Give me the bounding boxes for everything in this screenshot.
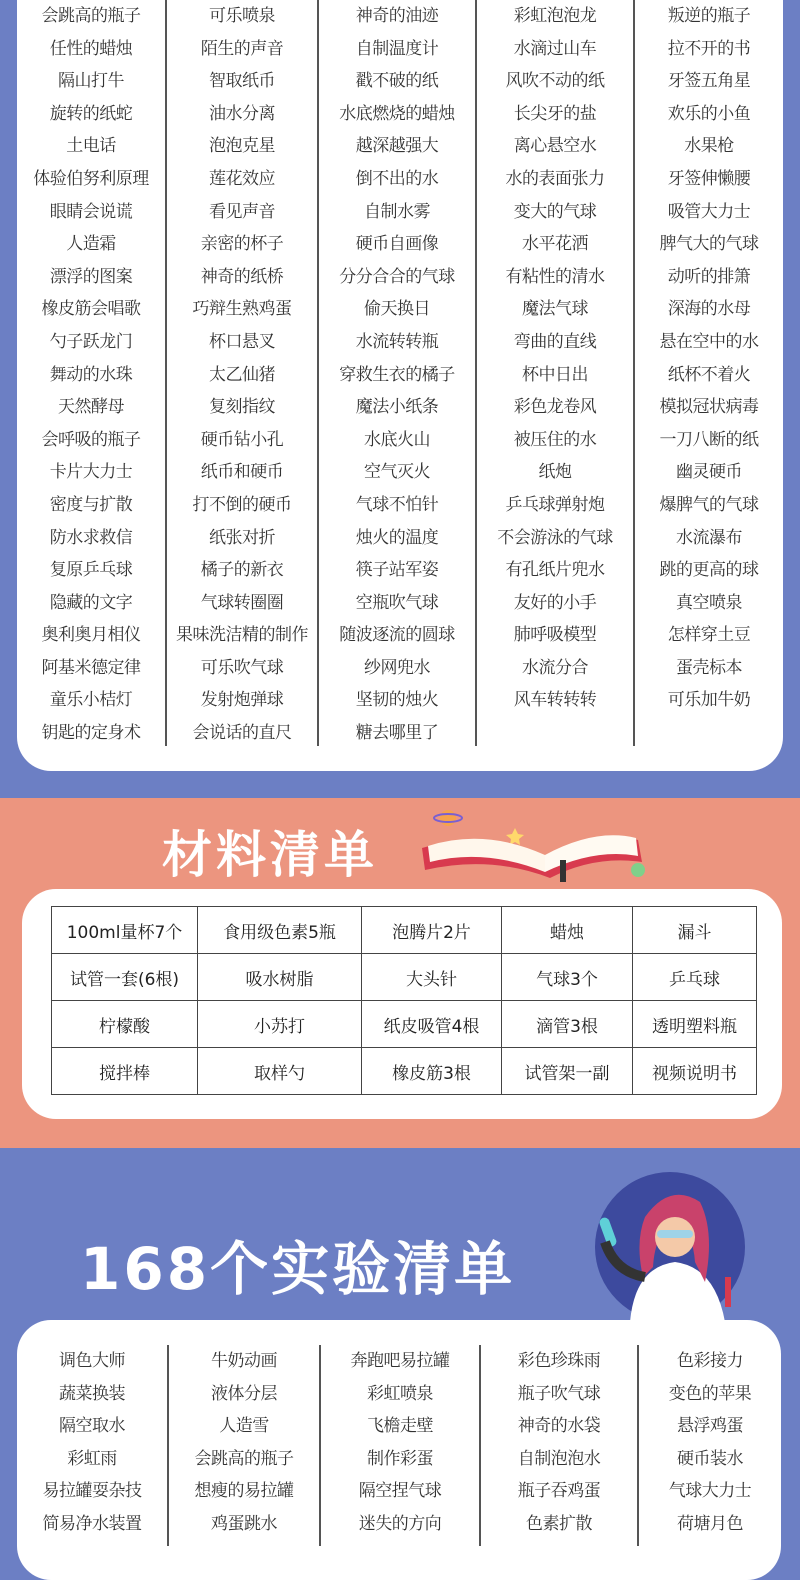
list-item: 打不倒的硬币 — [192, 494, 292, 515]
list-item: 水底火山 — [364, 429, 430, 450]
list-item: 天然酵母 — [58, 397, 124, 418]
material-cell: 气球3个 — [502, 954, 633, 1001]
list-item: 旋转的纸蛇 — [49, 103, 133, 124]
list-item: 漂浮的图案 — [49, 266, 133, 287]
list-item: 气球不怕针 — [355, 494, 439, 515]
list-item: 魔法气球 — [522, 299, 588, 320]
list-item: 跳的更高的球 — [659, 560, 759, 581]
list-item: 油水分离 — [209, 103, 275, 124]
list-item: 彩色龙卷风 — [513, 397, 597, 418]
list-item: 分分合合的气球 — [339, 266, 455, 287]
list-item: 不会游泳的气球 — [497, 527, 613, 548]
list-item: 硬币钻小孔 — [200, 429, 284, 450]
list-item: 水流分合 — [522, 657, 588, 678]
material-cell: 视频说明书 — [633, 1048, 757, 1095]
list-item: 果味洗洁精的制作 — [176, 625, 308, 646]
list-item: 拉不开的书 — [667, 38, 751, 59]
list-item: 纸币和硬币 — [200, 462, 284, 483]
list-item: 迷失的方向 — [358, 1513, 442, 1534]
material-cell: 乒乓球 — [633, 954, 757, 1001]
list-item: 筷子站军姿 — [355, 560, 439, 581]
list-item: 吸管大力士 — [667, 201, 751, 222]
list-item: 易拉罐耍杂技 — [42, 1481, 142, 1502]
material-cell: 漏斗 — [633, 907, 757, 954]
list-item: 纸张对折 — [209, 527, 275, 548]
open-book-illustration — [410, 800, 660, 890]
material-cell: 小苏打 — [198, 1001, 362, 1048]
list-item: 怎样穿土豆 — [667, 625, 751, 646]
list-item: 色素扩散 — [526, 1513, 592, 1534]
list-item: 一刀八断的纸 — [659, 429, 759, 450]
list-item: 想瘦的易拉罐 — [194, 1481, 294, 1502]
list-item: 眼睛会说谎 — [49, 201, 133, 222]
materials-title: 材料清单 — [162, 826, 378, 884]
list-item: 彩虹喷泉 — [367, 1383, 433, 1404]
list-item: 纱网兜水 — [364, 657, 430, 678]
material-cell: 试管架一副 — [502, 1048, 633, 1095]
list-item: 叛逆的瓶子 — [667, 6, 751, 26]
list-item: 隔空取水 — [59, 1416, 125, 1437]
material-cell: 试管一套(6根) — [52, 954, 198, 1001]
top-column-2 — [165, 0, 317, 746]
list-item: 莲花效应 — [209, 168, 275, 189]
list-item: 可乐喷泉 — [209, 6, 275, 26]
list-item: 泡泡克星 — [209, 136, 275, 157]
material-cell: 柠檬酸 — [52, 1001, 198, 1048]
table-row — [52, 1001, 757, 1048]
list-item: 烛火的温度 — [355, 527, 439, 548]
experiments-column-3 — [319, 1345, 479, 1546]
list-item: 蛋壳标本 — [676, 657, 742, 678]
list-item: 风车转转转 — [513, 690, 597, 711]
material-cell: 100ml量杯7个 — [52, 907, 198, 954]
material-cell: 滴管3根 — [502, 1001, 633, 1048]
list-item: 坚韧的烛火 — [355, 690, 439, 711]
list-item: 智取纸币 — [209, 71, 275, 92]
list-item: 发射炮弹球 — [200, 690, 284, 711]
list-item: 鸡蛋跳水 — [211, 1513, 277, 1534]
list-item: 陌生的声音 — [200, 38, 284, 59]
list-item: 神奇的水袋 — [517, 1416, 601, 1437]
list-item: 友好的小手 — [513, 592, 597, 613]
list-item: 橘子的新衣 — [200, 560, 284, 581]
experiments-column-5 — [637, 1345, 781, 1546]
list-item: 舞动的水珠 — [49, 364, 133, 385]
list-item: 水的表面张力 — [505, 168, 605, 189]
table-row — [52, 907, 757, 954]
list-item: 会跳高的瓶子 — [194, 1448, 294, 1469]
list-item: 瓶子吞鸡蛋 — [517, 1481, 601, 1502]
list-item: 肺呼吸模型 — [513, 625, 597, 646]
list-item: 人造雪 — [219, 1416, 269, 1437]
list-item: 空气灭火 — [364, 462, 430, 483]
list-item: 弯曲的直线 — [513, 331, 597, 352]
list-item: 简易净水装置 — [42, 1513, 142, 1534]
list-item: 穿救生衣的橘子 — [339, 364, 455, 385]
list-item: 奥利奥月相仪 — [41, 625, 141, 646]
list-item: 杯口悬叉 — [209, 331, 275, 352]
material-cell: 大头针 — [362, 954, 502, 1001]
material-cell: 蜡烛 — [502, 907, 633, 954]
list-item: 爆脾气的气球 — [659, 494, 759, 515]
list-item: 脾气大的气球 — [659, 234, 759, 255]
planet-icon — [440, 810, 456, 826]
experiments-title: 168个实验清单 — [80, 1235, 516, 1303]
list-item: 动听的排箫 — [667, 266, 751, 287]
list-item: 巧辩生熟鸡蛋 — [192, 299, 292, 320]
list-item: 奔跑吧易拉罐 — [350, 1351, 450, 1371]
list-item: 彩虹雨 — [67, 1448, 117, 1469]
list-item: 彩色珍珠雨 — [517, 1351, 601, 1371]
list-item: 牙签伸懒腰 — [667, 168, 751, 189]
materials-table — [51, 906, 757, 1095]
list-item: 土电话 — [66, 136, 116, 157]
list-item: 悬在空中的水 — [659, 331, 759, 352]
list-item: 钥匙的定身术 — [41, 723, 141, 744]
list-item: 杯中日出 — [522, 364, 588, 385]
list-item: 真空喷泉 — [676, 592, 742, 613]
list-item: 防水求救信 — [49, 527, 133, 548]
list-item: 水平花洒 — [522, 234, 588, 255]
list-item: 牛奶动画 — [211, 1351, 277, 1371]
list-item: 有孔纸片兜水 — [505, 560, 605, 581]
list-item: 模拟冠状病毒 — [659, 397, 759, 418]
list-item: 勺子跃龙门 — [49, 331, 133, 352]
list-item: 任性的蜡烛 — [49, 38, 133, 59]
list-item: 纸炮 — [538, 462, 572, 483]
list-item: 随波逐流的圆球 — [339, 625, 455, 646]
list-item: 离心悬空水 — [513, 136, 597, 157]
list-item: 变色的苹果 — [668, 1383, 752, 1404]
list-item: 空瓶吹气球 — [355, 592, 439, 613]
list-item: 糖去哪里了 — [355, 723, 439, 744]
list-item: 瓶子吹气球 — [517, 1383, 601, 1404]
list-item: 深海的水母 — [667, 299, 751, 320]
list-item: 自制水雾 — [364, 201, 430, 222]
list-item: 神奇的油迹 — [355, 6, 439, 26]
list-item: 隔山打牛 — [58, 71, 124, 92]
list-item: 戳不破的纸 — [355, 71, 439, 92]
experiments-column-2 — [167, 1345, 319, 1546]
list-item: 密度与扩散 — [49, 494, 133, 515]
list-item: 倒不出的水 — [355, 168, 439, 189]
list-item: 悬浮鸡蛋 — [677, 1416, 743, 1437]
list-item: 牙签五角星 — [667, 71, 751, 92]
list-item: 看见声音 — [209, 201, 275, 222]
material-cell: 搅拌棒 — [52, 1048, 198, 1095]
list-item: 有粘性的清水 — [505, 266, 605, 287]
list-item: 长尖牙的盐 — [513, 103, 597, 124]
list-item: 水果枪 — [684, 136, 734, 157]
list-item: 复原乒乓球 — [49, 560, 133, 581]
material-cell: 橡皮筋3根 — [362, 1048, 502, 1095]
list-item: 太乙仙猪 — [209, 364, 275, 385]
list-item: 飞檐走壁 — [367, 1416, 433, 1437]
list-item: 气球转圈圈 — [200, 592, 284, 613]
list-item: 欢乐的小鱼 — [667, 103, 751, 124]
list-item: 复刻指纹 — [209, 397, 275, 418]
list-item: 荷塘月色 — [677, 1513, 743, 1534]
list-item: 魔法小纸条 — [355, 397, 439, 418]
list-item: 风吹不动的纸 — [505, 71, 605, 92]
material-cell: 纸皮吸管4根 — [362, 1001, 502, 1048]
list-item: 卡片大力士 — [49, 462, 133, 483]
list-item: 童乐小桔灯 — [49, 690, 133, 711]
list-item: 幽灵硬币 — [676, 462, 742, 483]
list-item: 蔬菜换装 — [59, 1383, 125, 1404]
list-item: 神奇的纸桥 — [200, 266, 284, 287]
list-item: 可乐加牛奶 — [667, 690, 751, 711]
top-column-3 — [317, 0, 475, 746]
top-experiment-list — [17, 0, 783, 746]
experiments-list — [17, 1345, 781, 1546]
list-item: 体验伯努利原理 — [33, 168, 149, 189]
list-item: 会呼吸的瓶子 — [41, 429, 141, 450]
top-column-1 — [17, 0, 165, 746]
material-cell: 泡腾片2片 — [362, 907, 502, 954]
list-item: 调色大师 — [59, 1351, 125, 1371]
top-column-4 — [475, 0, 633, 746]
top-column-5 — [633, 0, 783, 746]
table-row — [52, 1048, 757, 1095]
list-item: 阿基米德定律 — [41, 657, 141, 678]
list-item: 制作彩蛋 — [367, 1448, 433, 1469]
list-item: 偷天换日 — [364, 299, 430, 320]
list-item: 硬币装水 — [677, 1448, 743, 1469]
list-item: 人造霜 — [66, 234, 116, 255]
list-item: 气球大力士 — [668, 1481, 752, 1502]
scientist-illustration — [575, 1162, 775, 1322]
list-item: 水流瀑布 — [676, 527, 742, 548]
list-item: 变大的气球 — [513, 201, 597, 222]
list-item: 自制泡泡水 — [517, 1448, 601, 1469]
list-item: 会跳高的瓶子 — [41, 6, 141, 26]
list-item: 可乐吹气球 — [200, 657, 284, 678]
experiments-column-1 — [17, 1345, 167, 1546]
material-cell: 取样勺 — [198, 1048, 362, 1095]
list-item: 水底燃烧的蜡烛 — [339, 103, 455, 124]
list-item: 液体分层 — [211, 1383, 277, 1404]
list-item: 彩虹泡泡龙 — [513, 6, 597, 26]
list-item: 水滴过山车 — [513, 38, 597, 59]
list-item: 硬币自画像 — [355, 234, 439, 255]
material-cell: 透明塑料瓶 — [633, 1001, 757, 1048]
list-item: 乒乓球弹射炮 — [505, 494, 605, 515]
list-item: 会说话的直尺 — [192, 723, 292, 744]
list-item: 越深越强大 — [355, 136, 439, 157]
list-item: 自制温度计 — [355, 38, 439, 59]
list-item: 水流转转瓶 — [355, 331, 439, 352]
list-item: 被压住的水 — [513, 429, 597, 450]
list-item: 橡皮筋会唱歌 — [41, 299, 141, 320]
list-item: 隔空捏气球 — [358, 1481, 442, 1502]
material-cell: 食用级色素5瓶 — [198, 907, 362, 954]
list-item: 色彩接力 — [677, 1351, 743, 1371]
list-item: 纸杯不着火 — [667, 364, 751, 385]
table-row — [52, 954, 757, 1001]
list-item: 亲密的杯子 — [200, 234, 284, 255]
list-item: 隐藏的文字 — [49, 592, 133, 613]
experiments-column-4 — [479, 1345, 637, 1546]
material-cell: 吸水树脂 — [198, 954, 362, 1001]
